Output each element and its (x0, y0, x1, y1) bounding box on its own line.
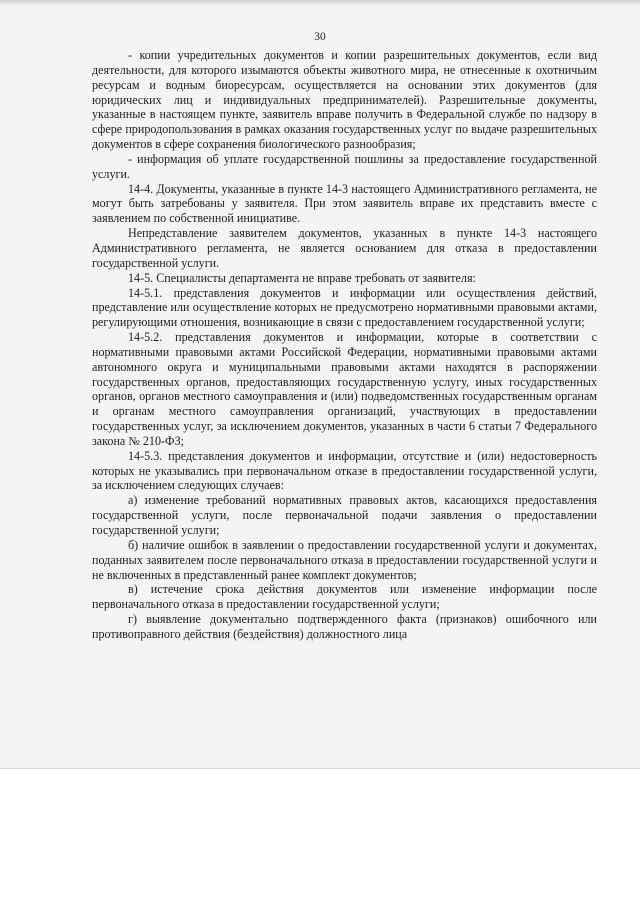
paragraph: - копии учредительных документов и копии разрешительных документов, если вид деятельности, для которого изымаются объекты животного мира, не отнесенные к охотничьим ресурсам и водным биоресурсам, осуществляется на основании этих документов (для юридических лиц и индивидуальных предпринимателей). Разрешительные документы, указанные в настоящем пункте, заявитель вправе получить в Федеральной службе по надзору в сфере природопользования в рамках оказания государственных услуг по выдаче разрешительных документов в сфере сохранения биологического разнообразия; (92, 48, 597, 152)
list-item: а) изменение требований нормативных правовых актов, касающихся предоставления государственной услуги, после первоначальной подачи заявления о предоставлении государственной услуги; (92, 493, 597, 537)
paragraph: - информация об уплате государственной пошлины за предоставление государственной услуги. (92, 151, 597, 181)
list-item: в) истечение срока действия документов или изменение информации после первоначального отказа в предоставлении государственной услуги; (92, 582, 597, 612)
scan-edge-shadow (0, 0, 640, 6)
list-item: г) выявление документально подтвержденного факта (признаков) ошибочного или противоправного действия (бездействия) должностного лица (92, 612, 597, 641)
paragraph: 14-5. Специалисты департамента не вправе требовать от заявителя: (128, 270, 476, 285)
document-body (92, 48, 597, 642)
page-number: 30 (314, 31, 326, 43)
paragraph: 14-5.2. представления документов и информации, которые в соответствии с нормативными правовыми актами Российской Федерации, нормативными правовыми актами автономного округа и муниципальными правовыми актами находятся в распоряжении государственных органов, предоставляющих государственную услугу, иных государственных органов, органов местного самоуправления и (или) подведомственных государственным органам и органам местного самоуправления организаций, участвующих в предоставлении государственных услуг, за исключением документов, указанных в части 6 статьи 7 Федерального закона № 210-ФЗ; (92, 330, 597, 448)
paragraph: 14-5.3. представления документов и информации, отсутствие и (или) недостоверность которых не указывались при первоначальном отказе в предоставлении государственной услуги, за исключением следующих случаев: (92, 448, 597, 493)
paragraph: 14-5.1. представления документов и информации или осуществления действий, представление или осуществление которых не предусмотрено нормативными правовыми актами, регулирующими отношения, возникающие в связи с предоставлением государственной услуги; (92, 285, 597, 330)
paragraph: 14-4. Документы, указанные в пункте 14-3 настоящего Административного регламента, не могут быть затребованы у заявителя. При этом заявитель вправе их представить вместе с заявлением по собственной инициативе. (92, 181, 597, 226)
paragraph: Непредставление заявителем документов, указанных в пункте 14-3 настоящего Административного регламента, не является основанием для отказа в предоставлении государственной услуги. (92, 226, 597, 270)
list-item: б) наличие ошибок в заявлении о предоставлении государственной услуги и документах, поданных заявителем после первоначального отказа в предоставлении государственной услуги и не включенных в представленный ранее комплект документов; (92, 537, 597, 582)
